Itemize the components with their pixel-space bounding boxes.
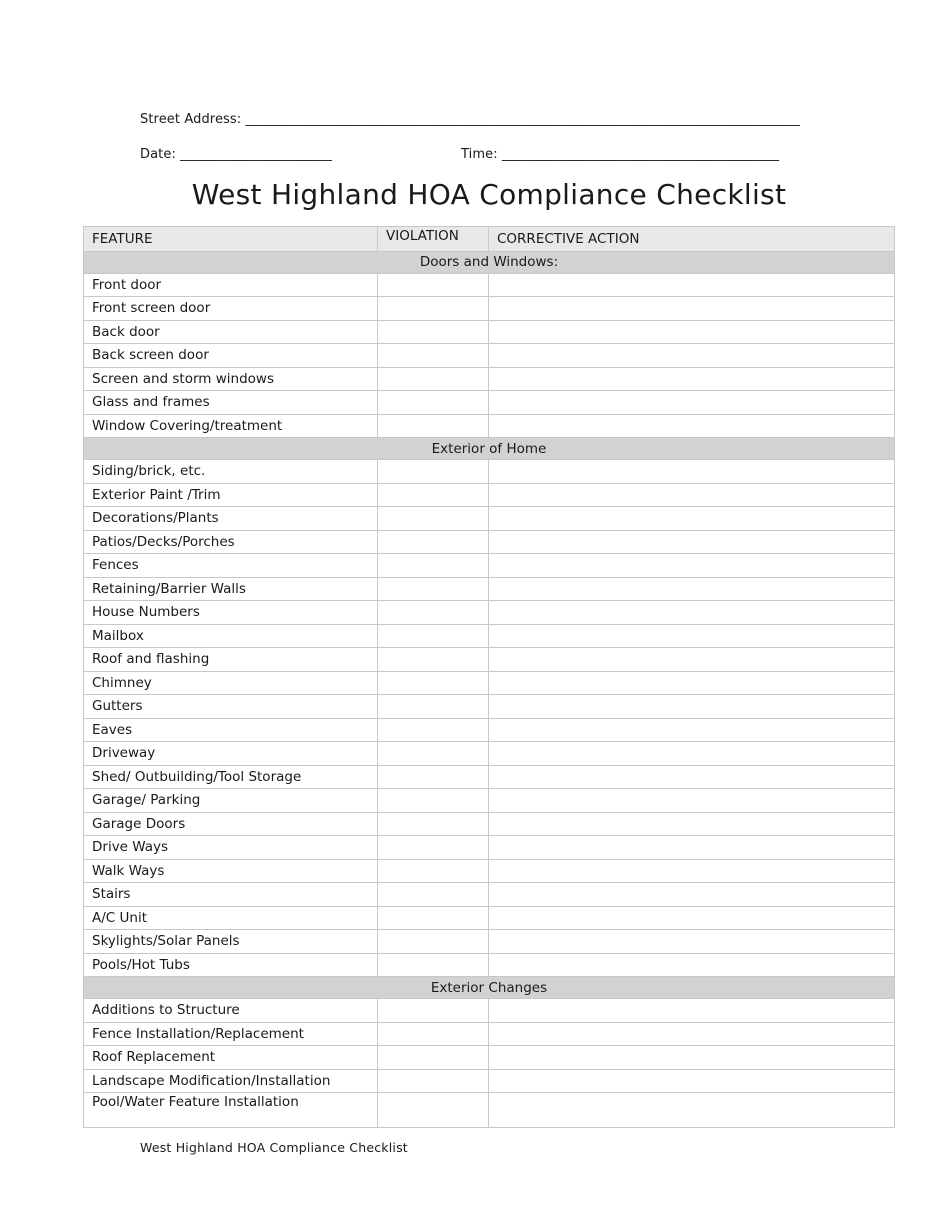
violation-cell[interactable] [378,367,489,391]
table-row [84,483,895,507]
table-row [84,930,895,954]
table-row [84,999,895,1023]
corrective-action-cell[interactable] [489,577,895,601]
violation-cell[interactable] [378,483,489,507]
table-row [84,530,895,554]
corrective-action-cell[interactable] [489,648,895,672]
section-heading: Doors and Windows: [84,251,895,273]
feature-cell: Landscape Modification/Installation [84,1069,378,1093]
violation-cell[interactable] [378,460,489,484]
table-row [84,1046,895,1070]
feature-cell: A/C Unit [84,906,378,930]
table-row [84,695,895,719]
table-row [84,297,895,321]
feature-cell: Fences [84,554,378,578]
table-row [84,671,895,695]
feature-cell: Drive Ways [84,836,378,860]
feature-cell: Patios/Decks/Porches [84,530,378,554]
corrective-action-cell[interactable] [489,554,895,578]
feature-cell: Eaves [84,718,378,742]
corrective-action-cell[interactable] [489,507,895,531]
column-header-violation: VIOLATION [378,227,489,252]
violation-cell[interactable] [378,577,489,601]
feature-cell: Glass and frames [84,391,378,415]
corrective-action-cell[interactable] [489,789,895,813]
table-row [84,648,895,672]
corrective-action-cell[interactable] [489,1069,895,1093]
table-row [84,883,895,907]
table-row [84,601,895,625]
corrective-action-cell[interactable] [489,1046,895,1070]
corrective-action-cell[interactable] [489,1022,895,1046]
corrective-action-cell[interactable] [489,906,895,930]
corrective-action-cell[interactable] [489,742,895,766]
section-header-row [84,251,895,273]
corrective-action-cell[interactable] [489,836,895,860]
violation-cell[interactable] [378,906,489,930]
table-row [84,344,895,368]
table-row [84,624,895,648]
section-header-row [84,438,895,460]
feature-cell: Window Covering/treatment [84,414,378,438]
corrective-action-cell[interactable] [489,718,895,742]
violation-cell[interactable] [378,530,489,554]
feature-cell: Front screen door [84,297,378,321]
corrective-action-cell[interactable] [489,671,895,695]
feature-cell: Shed/ Outbuilding/Tool Storage [84,765,378,789]
corrective-action-cell[interactable] [489,1093,895,1128]
corrective-action-cell[interactable] [489,812,895,836]
feature-cell: Walk Ways [84,859,378,883]
street-address-field[interactable]: Street Address: ____________________________________________________________________________________ [140,112,800,127]
feature-cell: Stairs [84,883,378,907]
violation-cell[interactable] [378,742,489,766]
violation-cell[interactable] [378,859,489,883]
section-heading: Exterior of Home [84,438,895,460]
corrective-action-cell[interactable] [489,367,895,391]
violation-cell[interactable] [378,507,489,531]
violation-cell[interactable] [378,789,489,813]
violation-cell[interactable] [378,1046,489,1070]
column-header-corrective-action: CORRECTIVE ACTION [489,227,895,252]
violation-cell[interactable] [378,836,489,860]
feature-cell: Exterior Paint /Trim [84,483,378,507]
table-row [84,507,895,531]
feature-cell: Roof Replacement [84,1046,378,1070]
feature-cell: Roof and flashing [84,648,378,672]
violation-cell[interactable] [378,812,489,836]
corrective-action-cell[interactable] [489,883,895,907]
table-row [84,742,895,766]
violation-cell[interactable] [378,391,489,415]
corrective-action-cell[interactable] [489,601,895,625]
feature-cell: Additions to Structure [84,999,378,1023]
table-row [84,859,895,883]
corrective-action-cell[interactable] [489,391,895,415]
table-row [84,273,895,297]
corrective-action-cell[interactable] [489,765,895,789]
feature-cell: Pools/Hot Tubs [84,953,378,977]
corrective-action-cell[interactable] [489,953,895,977]
feature-cell: Decorations/Plants [84,507,378,531]
feature-cell: Siding/brick, etc. [84,460,378,484]
violation-cell[interactable] [378,765,489,789]
date-field[interactable]: Date: _______________________ [140,147,332,162]
feature-cell: Garage Doors [84,812,378,836]
violation-cell[interactable] [378,624,489,648]
table-row [84,789,895,813]
feature-cell: Back door [84,320,378,344]
corrective-action-cell[interactable] [489,999,895,1023]
violation-cell[interactable] [378,554,489,578]
violation-cell[interactable] [378,273,489,297]
corrective-action-cell[interactable] [489,460,895,484]
violation-cell[interactable] [378,1069,489,1093]
corrective-action-cell[interactable] [489,695,895,719]
feature-cell: Retaining/Barrier Walls [84,577,378,601]
page-title: West Highland HOA Compliance Checklist [191,178,787,211]
corrective-action-cell[interactable] [489,414,895,438]
table-row [84,953,895,977]
table-row [84,906,895,930]
corrective-action-cell[interactable] [489,624,895,648]
table-row [84,718,895,742]
violation-cell[interactable] [378,1022,489,1046]
feature-cell: Pool/Water Feature Installation [84,1093,378,1128]
table-row [84,1022,895,1046]
feature-cell: Driveway [84,742,378,766]
violation-cell[interactable] [378,601,489,625]
feature-cell: Screen and storm windows [84,367,378,391]
table-row [84,414,895,438]
violation-cell[interactable] [378,695,489,719]
table-header-row [84,227,895,252]
corrective-action-cell[interactable] [489,859,895,883]
feature-cell: Chimney [84,671,378,695]
compliance-table [83,226,895,1128]
violation-cell[interactable] [378,344,489,368]
section-header-row [84,977,895,999]
feature-cell: Mailbox [84,624,378,648]
table-row [84,836,895,860]
table-row [84,577,895,601]
corrective-action-cell[interactable] [489,297,895,321]
feature-cell: Skylights/Solar Panels [84,930,378,954]
table-row [84,320,895,344]
corrective-action-cell[interactable] [489,930,895,954]
corrective-action-cell[interactable] [489,320,895,344]
corrective-action-cell[interactable] [489,273,895,297]
section-heading: Exterior Changes [84,977,895,999]
column-header-feature: FEATURE [84,227,378,252]
table-row [84,1093,895,1128]
corrective-action-cell[interactable] [489,344,895,368]
time-field[interactable]: Time: __________________________________________ [461,147,780,162]
feature-cell: Fence Installation/Replacement [84,1022,378,1046]
corrective-action-cell[interactable] [489,483,895,507]
feature-cell: House Numbers [84,601,378,625]
feature-cell: Back screen door [84,344,378,368]
table-row [84,765,895,789]
table-row [84,367,895,391]
violation-cell[interactable] [378,930,489,954]
violation-cell[interactable] [378,953,489,977]
violation-cell[interactable] [378,883,489,907]
violation-cell[interactable] [378,1093,489,1128]
table-row [84,554,895,578]
table-row [84,812,895,836]
violation-cell[interactable] [378,320,489,344]
feature-cell: Front door [84,273,378,297]
corrective-action-cell[interactable] [489,530,895,554]
table-row [84,1069,895,1093]
violation-cell[interactable] [378,414,489,438]
page-footer: West Highland HOA Compliance Checklist [140,1140,408,1155]
violation-cell[interactable] [378,297,489,321]
table-row [84,391,895,415]
violation-cell[interactable] [378,718,489,742]
violation-cell[interactable] [378,999,489,1023]
violation-cell[interactable] [378,648,489,672]
feature-cell: Gutters [84,695,378,719]
violation-cell[interactable] [378,671,489,695]
feature-cell: Garage/ Parking [84,789,378,813]
table-row [84,460,895,484]
